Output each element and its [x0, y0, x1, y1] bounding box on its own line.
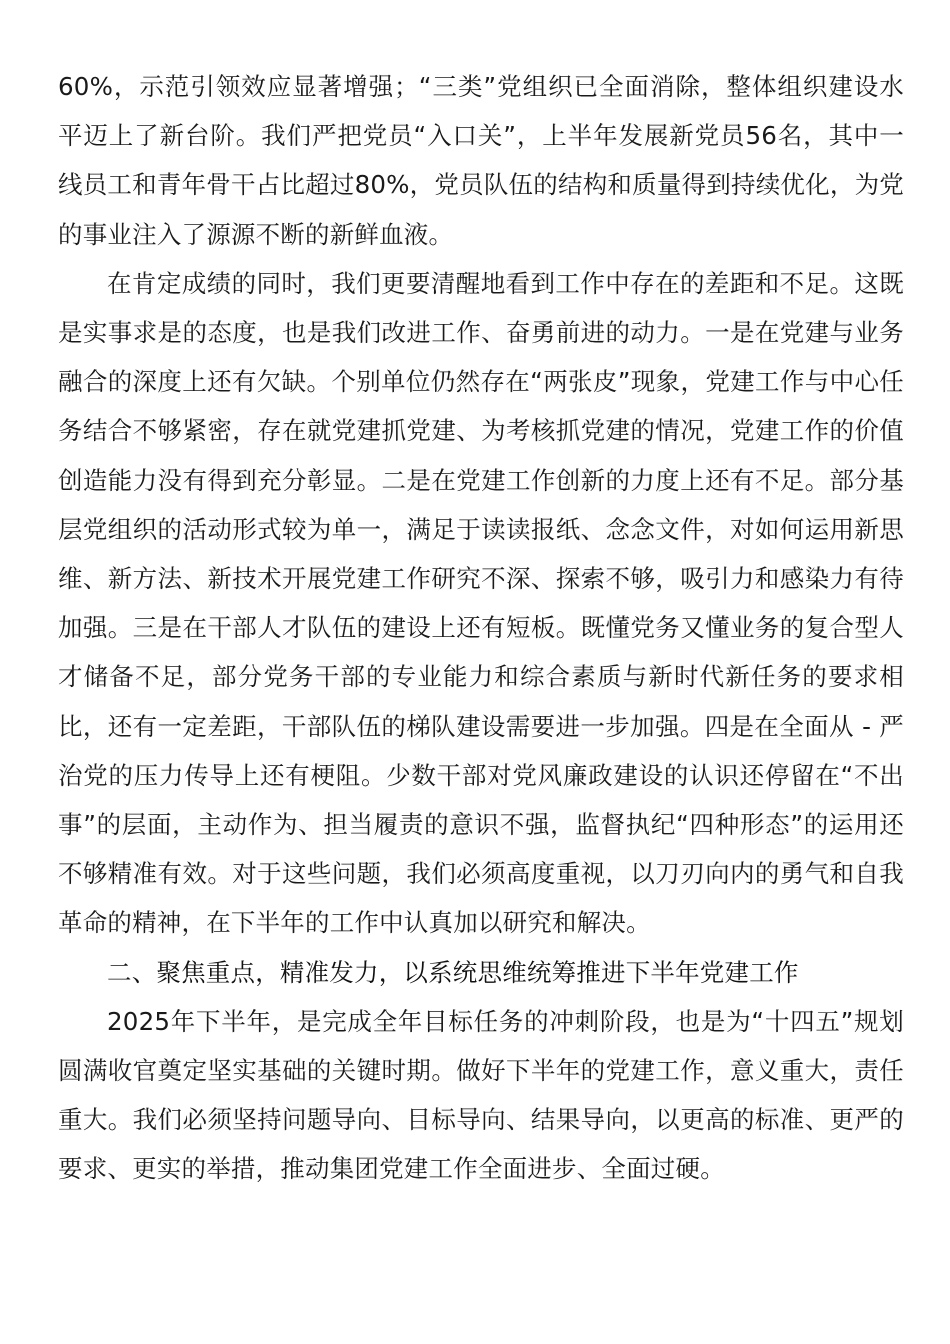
paragraph-second-half-plan: 2025年下半年，是完成全年目标任务的冲刺阶段，也是为“十四五”规划圆满收官奠定坚实基础的关键时期。做好下半年的党建工作，意义重大，责任重大。我们必须坚持问题导向、目标导向、结果导向，以更高的标准、更严的要求、更实的举措，推动集团党建工作全面进步、全面过硬。 [58, 1006, 904, 1184]
body-text [58, 62, 904, 1194]
paragraph-achievements-continued: 60%，示范引领效应显著增强；“三类”党组织已全面消除，整体组织建设水平迈上了新台阶。我们严把党员“入口关”，上半年发展新党员56名，其中一线员工和青年骨干占比超过80%，党员队伍的结构和质量得到持续优化，为党的事业注入了源源不断的新鲜血液。 [58, 72, 904, 249]
paragraph-shortcomings: 在肯定成绩的同时，我们更要清醒地看到工作中存在的差距和不足。这既是实事求是的态度，也是我们改进工作、奋勇前进的动力。一是在党建与业务融合的深度上还有欠缺。个别单位仍然存在“两张皮”现象，党建工作与中心任务结合不够紧密，存在就党建抓党建、为考核抓党建的情况，党建工作的价值创造能力没有得到充分彰显。二是在党建工作创新的力度上还有不足。部分基层党组织的活动形式较为单一，满足于读读报纸、念念文件，对如何运用新思维、新方法、新技术开展党建工作研究不深、探索不够，吸引力和感染力有待加强。三是在干部人才队伍的建设上还有短板。既懂党务又懂业务的复合型人才储备不足，部分党务干部的专业能力和综合素质与新时代新任务的要求相比，还有一定差距，干部队伍的梯队建设需要进一步加强。四是在全面从 - 严治党的压力传导上还有梗阻。少数干部对党风廉政建设的认识还停留在“不出事”的层面，主动作为、担当履责的意识不强，监督执纪“四种形态”的运用还不够精准有效。对于这些问题，我们必须高度重视，以刀刃向内的勇气和自我革命的精神，在下半年的工作中认真加以研究和解决。 [58, 268, 904, 938]
section-heading: 二、聚焦重点，精准发力，以系统思维统筹推进下半年党建工作 [107, 957, 799, 987]
